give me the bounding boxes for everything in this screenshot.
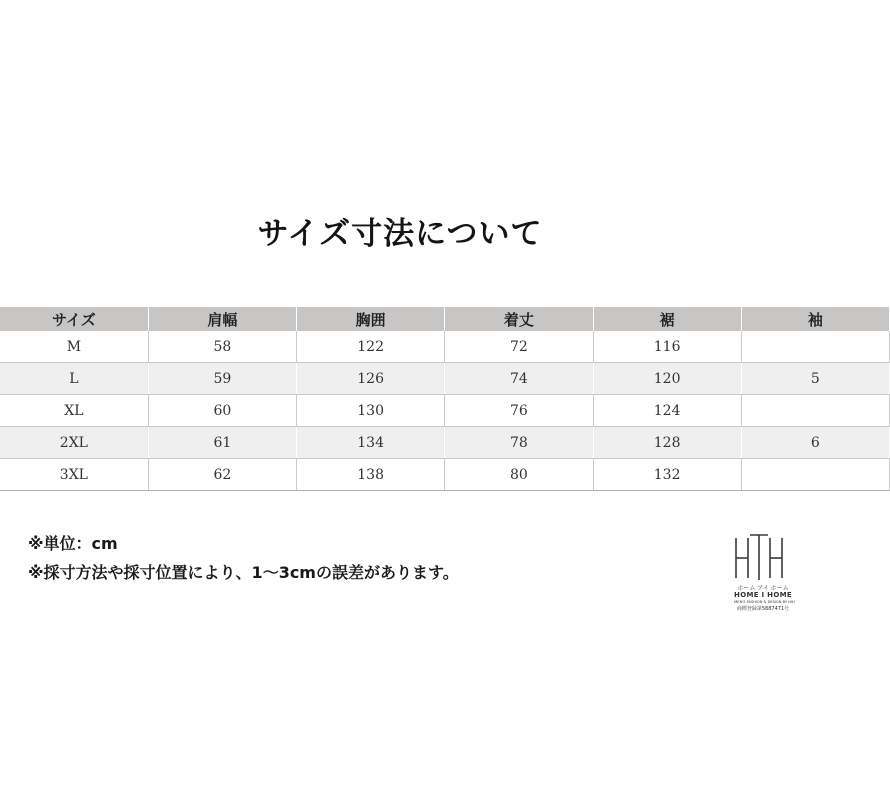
logo-registration: 商標登録第5887471号 xyxy=(736,606,790,612)
tolerance-note: ※採寸方法や採寸位置により、1～3cmの誤差があります。 xyxy=(28,563,459,582)
table-cell: 74 xyxy=(445,363,593,395)
table-row xyxy=(0,459,890,491)
table-cell xyxy=(741,395,889,427)
table-cell: 61 xyxy=(148,427,296,459)
table-cell: 60 xyxy=(148,395,296,427)
table-row xyxy=(0,363,890,395)
table-cell: M xyxy=(0,331,148,363)
table-cell: XL xyxy=(0,395,148,427)
table-cell: 132 xyxy=(593,459,741,491)
table-cell: 80 xyxy=(445,459,593,491)
column-header-shoulder: 肩幅 xyxy=(148,307,296,331)
table-cell: 2XL xyxy=(0,427,148,459)
table-cell: 130 xyxy=(297,395,445,427)
table-cell: 122 xyxy=(297,331,445,363)
size-table xyxy=(0,307,890,491)
table-cell: 6 xyxy=(741,427,889,459)
logo-tagline: MEN'S FASHION & DESIGN BY HIH xyxy=(734,599,795,604)
table-cell: 62 xyxy=(148,459,296,491)
table-cell: 138 xyxy=(297,459,445,491)
table-cell: 126 xyxy=(297,363,445,395)
size-table-container xyxy=(0,307,823,495)
measurement-notes xyxy=(28,533,459,591)
table-cell xyxy=(741,459,889,491)
table-cell: 128 xyxy=(593,427,741,459)
table-cell: 59 xyxy=(148,363,296,395)
table-row xyxy=(0,395,890,427)
logo-wordmark: HOME I HOME xyxy=(734,591,792,599)
table-cell: 134 xyxy=(297,427,445,459)
table-cell: 78 xyxy=(445,427,593,459)
table-cell: 72 xyxy=(445,331,593,363)
column-header-length: 着丈 xyxy=(445,307,593,331)
table-cell: 3XL xyxy=(0,459,148,491)
table-row xyxy=(0,427,890,459)
table-cell: 58 xyxy=(148,331,296,363)
table-cell: 5 xyxy=(741,363,889,395)
page-title: サイズ寸法について xyxy=(257,216,543,252)
table-cell: 124 xyxy=(593,395,741,427)
unit-note: ※単位：cm xyxy=(28,534,118,553)
table-cell: 76 xyxy=(445,395,593,427)
column-header-chest: 胸囲 xyxy=(297,307,445,331)
table-cell xyxy=(741,331,889,363)
column-header-size: サイズ xyxy=(0,307,148,331)
column-header-hem: 裾 xyxy=(593,307,741,331)
table-cell: 120 xyxy=(593,363,741,395)
table-row xyxy=(0,331,890,363)
table-cell: 116 xyxy=(593,331,741,363)
column-header-sleeve: 袖 xyxy=(741,307,889,331)
table-header-row xyxy=(0,307,890,331)
table-cell: L xyxy=(0,363,148,395)
logo-katakana: ホーム アイ ホーム xyxy=(737,585,789,592)
